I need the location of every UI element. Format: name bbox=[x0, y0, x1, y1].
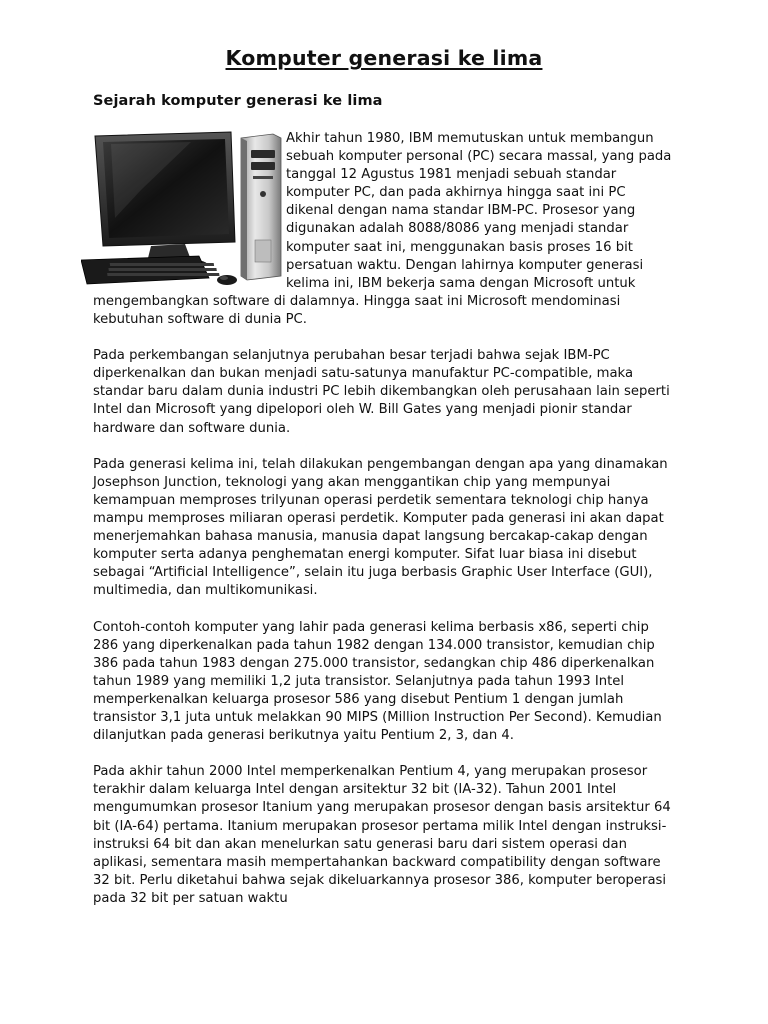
paragraph: Pada perkembangan selanjutnya perubahan besar terjadi bahwa sejak IBM-PC diperkenalkan dan bukan menjadi satu-satunya manufaktur PC-compatible, maka standar baru dalam dunia industri PC lebih dikembangkan oleh perusahaan lain seperti Intel dan Microsoft yang dipelopori oleh W. Bill Gates yang menjadi pionir standar hardware dan software dunia. bbox=[93, 348, 670, 436]
desktop-computer-icon bbox=[81, 130, 286, 292]
paragraph: Pada generasi kelima ini, telah dilakukan pengembangan dengan apa yang dinamakan Josephson Junction, teknologi yang akan menggantikan chip yang mempunyai kemampuan memproses trilyunan operasi perdetik sementara teknologi chip hanya mampu memproses miliaran operasi perdetik. Komputer pada generasi ini akan dapat menerjemahkan bahasa manusia, manusia dapat langsung bercakap-cakap dengan komputer serta adanya penghematan energi komputer. Sifat luar biasa ini disebut sebagai “Artificial Intelligence”, selain itu juga berbasis Graphic User Interface (GUI), multimedia, dan multikomunikasi. bbox=[93, 456, 668, 599]
paragraph: Pada akhir tahun 2000 Intel memperkenalkan Pentium 4, yang merupakan prosesor terakhir dalam keluarga Intel dengan arsitektur 32 bit (IA-32). Tahun 2001 Intel mengumumkan prosesor Itanium yang merupakan prosesor dengan basis arsitektur 64 bit (IA-64) pertama. Itanium merupakan prosesor pertama milik Intel dengan instruksi-instruksi 64 bit dan akan menelurkan satu generasi baru dari sistem operasi dan aplikasi, sementara masih mempertahankan backward compatibility dengan software 32 bit. Perlu diketahui bahwa sejak dikeluarkannya prosesor 386, komputer beroperasi pada 32 bit per satuan waktu bbox=[93, 764, 671, 906]
paragraph: Contoh-contoh komputer yang lahir pada generasi kelima berbasis x86, seperti chip 286 yang diperkenalkan pada tahun 1982 dengan 134.000 transistor, kemudian chip 386 pada tahun 1983 dengan 275.000 transistor, sedangkan chip 486 diperkenalkan tahun 1989 yang memiliki 1,2 juta transistor. Selanjutnya pada tahun 1993 Intel memperkenalkan keluarga prosesor 586 yang disebut Pentium 1 dengan jumlah transistor 3,1 juta untuk melakkan 90 MIPS (Million Instruction Per Second). Kemudian dilanjutkan pada generasi berikutnya yaitu Pentium 2, 3, dan 4. bbox=[93, 619, 662, 744]
document-title: Komputer generasi ke lima bbox=[225, 46, 543, 70]
section-heading: Sejarah komputer generasi ke lima bbox=[93, 93, 383, 109]
paragraph: Akhir tahun 1980, IBM memutuskan untuk membangun sebuah komputer personal (PC) secara massal, yang pada tanggal 12 Agustus 1981 menjadi sebuah standar komputer PC, dan pada akhirnya hingga saat ini PC dikenal dengan nama standar IBM-PC. Prosesor yang digunakan adalah 8088/8086 yang menjadi standar komputer saat ini, menggunakan basis proses 16 bit persatuan waktu. Dengan lahirnya komputer generasi kelima ini, IBM bekerja sama dengan Microsoft untuk mengembangkan software di dalamnya. Hingga saat ini Microsoft mendominasi kebutuhan software di dunia PC. bbox=[93, 131, 672, 327]
document-body bbox=[93, 130, 677, 926]
